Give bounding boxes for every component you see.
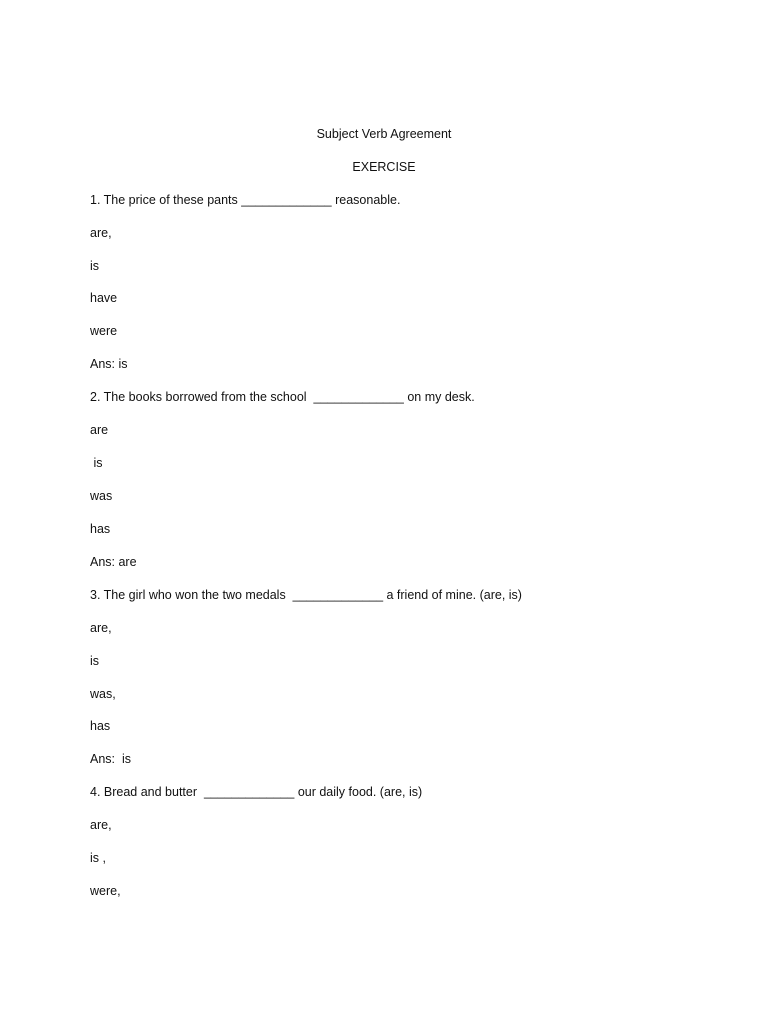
option-line: is xyxy=(90,654,100,668)
answer-line: Ans: is xyxy=(90,357,128,371)
answer-line: Ans: are xyxy=(90,555,137,569)
question-4: 4. Bread and butter _____________ our daily food. (are, is) xyxy=(90,785,423,799)
option-line: is xyxy=(90,456,103,470)
option-line: is xyxy=(90,259,100,273)
question-1: 1. The price of these pants _____________ reasonable. xyxy=(90,193,401,207)
option-line: are, xyxy=(90,621,112,635)
question-3: 3. The girl who won the two medals _____________ a friend of mine. (are, is) xyxy=(90,588,522,602)
option-line: are, xyxy=(90,818,112,832)
option-line: has xyxy=(90,719,111,733)
option-line: are xyxy=(90,423,109,437)
option-line: were, xyxy=(90,884,121,898)
question-2: 2. The books borrowed from the school _____________ on my desk. xyxy=(90,390,475,404)
option-line: is , xyxy=(90,851,106,865)
option-line: are, xyxy=(90,226,112,240)
answer-line: Ans: is xyxy=(90,752,131,766)
document-title: Subject Verb Agreement xyxy=(316,127,452,141)
option-line: have xyxy=(90,291,118,305)
option-line: was xyxy=(90,489,113,503)
option-line: were xyxy=(90,324,118,338)
document-subtitle: EXERCISE xyxy=(352,160,416,174)
option-line: was, xyxy=(90,687,116,701)
option-line: has xyxy=(90,522,111,536)
